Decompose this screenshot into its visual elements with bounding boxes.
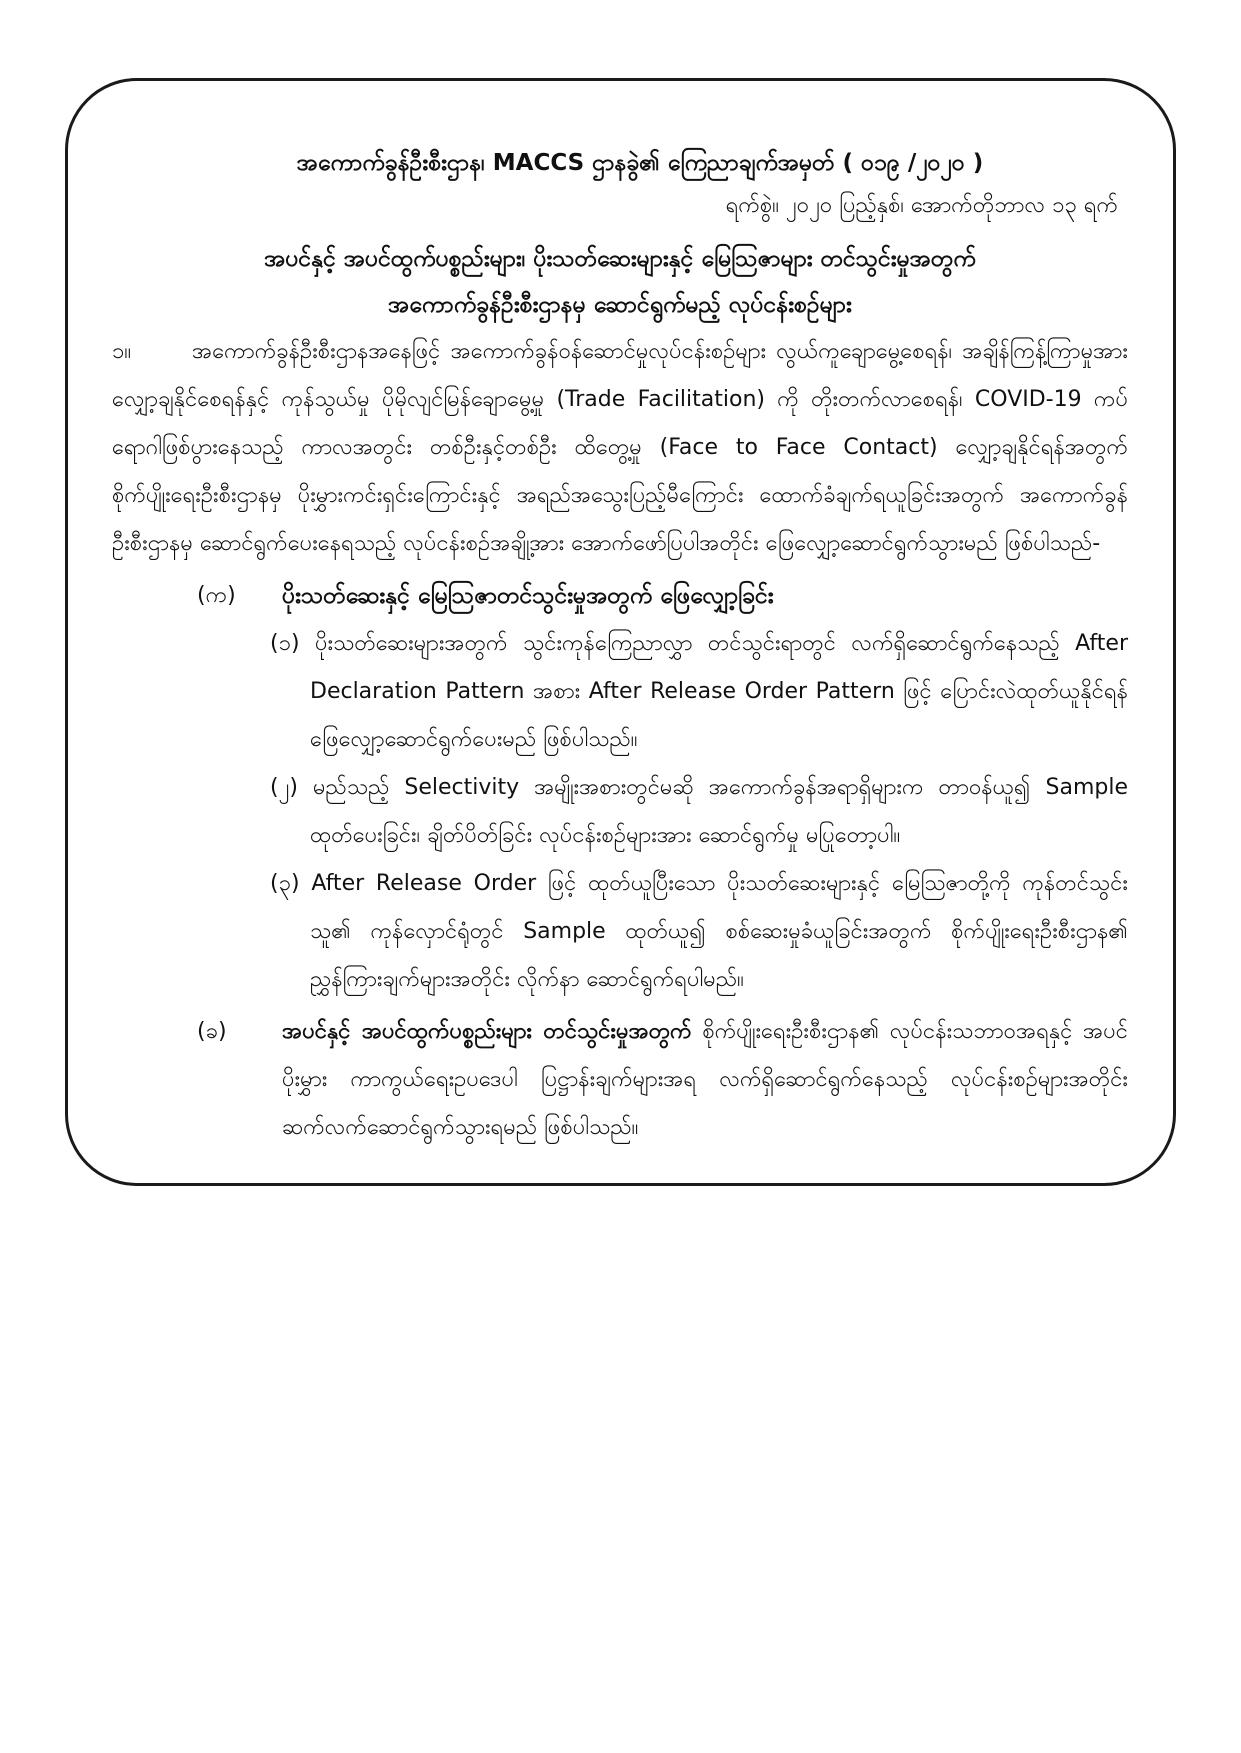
section-ka-title: ပိုးသတ်ဆေးနှင့် မြေသြဇာတင်သွင်းမှုအတွက် ဖြေလျှော့ခြင်း — [282, 583, 774, 609]
section-ka-label: (က) — [197, 583, 236, 608]
item-text: After Release Order ဖြင့် ထုတ်ယူပြီးသော ပိုးသတ်ဆေးများနှင့် မြေသြဇာတို့ကို ကုန်တင်သွင်းသူ၏ ကုန်လှောင်ရုံတွင် Sample ထုတ်ယူ၍ စစ်ဆေးမှုခံယူခြင်းအတွက် စိုက်ပျိုးရေးဦးစီးဌာန၏ ညွှန်ကြားချက်များအတိုင်း လိုက်နာ ဆောင်ရွက်ရပါမည်။ — [310, 871, 1128, 992]
notice-number-line: အကောက်ခွန်ဦးစီးဌာန၊ MACCS ဌာနခွဲ၏ ကြေညာချက်အမှတ် ( ၀၁၉ /၂၀၂၀ ) — [296, 150, 984, 176]
section-ka-item-2 — [270, 764, 1128, 860]
document-body — [112, 140, 1128, 1152]
document-title-line-2: အကောက်ခွန်ဦးစီးဌာနမှ ဆောင်ရွက်မည့် လုပ်ငန်းစဉ်များ — [388, 292, 852, 318]
document-title-line-1: အပင်နှင့် အပင်ထွက်ပစ္စည်းများ၊ ပိုးသတ်ဆေးများနှင့် မြေသြဇာများ တင်သွင်းမှုအတွက် — [264, 246, 976, 272]
section-ka-item-3 — [270, 860, 1128, 1004]
item-text: မည်သည့် Selectivity အမျိုးအစားတွင်မဆို အကောက်ခွန်အရာရှိများက တာဝန်ယူ၍ Sample ထုတ်ပေးခြင်း၊ ချိတ်ပိတ်ခြင်း လုပ်ငန်းစဉ်များအား ဆောင်ရွက်မှု မပြုတော့ပါ။ — [310, 775, 1128, 848]
section-kha-text: စိုက်ပျိုးရေးဦးစီးဌာန၏ လုပ်ငန်းသဘာဝအရနှင့် အပင်ပိုးမွှား ကာကွယ်ရေးဥပဒေပါ ပြဋ္ဌာန်းချက်များအရ လက်ရှိဆောင်ရွက်နေသည့် လုပ်ငန်းစဉ်များအတိုင်း ဆက်လက်ဆောင်ရွက်သွားရမည် ဖြစ်ပါသည်။ — [282, 1019, 1128, 1140]
section-kha-label: (ခ) — [197, 1019, 227, 1044]
item-number: (၂) — [270, 775, 298, 800]
section-kha-heading: အပင်နှင့် အပင်ထွက်ပစ္စည်းများ တင်သွင်းမှုအတွက် — [282, 1019, 692, 1044]
section-ka-item-1 — [270, 620, 1128, 764]
paragraph-1-number: ၁။ — [112, 339, 132, 364]
item-text: ပိုးသတ်ဆေးများအတွက် သွင်းကုန်ကြေညာလွှာ တင်သွင်းရာတွင် လက်ရှိဆောင်ရွက်နေသည့် After Declaration Pattern အစား After Release Order Pattern ဖြင့် ပြောင်းလဲထုတ်ယူနိုင်ရန် ဖြေလျှော့ဆောင်ရွက်ပေးမည် ဖြစ်ပါသည်။ — [310, 631, 1128, 752]
item-number: (၁) — [270, 631, 300, 656]
item-number: (၃) — [270, 871, 300, 896]
date-line: ရက်စွဲ။ ၂၀၂၀ ပြည့်နှစ်၊ အောက်တိုဘာလ ၁၃ ရက် — [725, 193, 1118, 218]
paragraph-1 — [112, 328, 1128, 568]
section-ka-heading — [112, 572, 1128, 620]
paragraph-1-text: အကောက်ခွန်ဦးစီးဌာနအနေဖြင့် အကောက်ခွန်ဝန်ဆောင်မှုလုပ်ငန်းစဉ်များ လွယ်ကူချောမွေ့စေရန်၊ အချိန်ကြန့်ကြာမှုအားလျှော့ချနိုင်စေရန်နှင့် ကုန်သွယ်မှု ပိုမိုလျင်မြန်ချောမွေ့မှု (Trade Facilitation) ကို တိုးတက်လာစေရန်၊ COVID-19 ကပ်ရောဂါဖြစ်ပွားနေသည့် ကာလအတွင်း တစ်ဦးနှင့်တစ်ဦး ထိတွေ့မှု (Face to Face Contact) လျှော့ချနိုင်ရန်အတွက် စိုက်ပျိုးရေးဦးစီးဌာနမှ ပိုးမွှားကင်းရှင်းကြောင်းနှင့် အရည်အသွေးပြည့်မီကြောင်း ထောက်ခံချက်ရယူခြင်းအတွက် အကောက်ခွန်ဦးစီးဌာနမှ ဆောင်ရွက်ပေးနေရသည့် လုပ်ငန်းစဉ်အချို့အား အောက်ဖော်ပြပါအတိုင်း ဖြေလျှော့ဆောင်ရွက်သွားမည် ဖြစ်ပါသည်- — [112, 339, 1128, 556]
section-kha-body — [282, 1008, 1128, 1152]
section-kha — [112, 1008, 1128, 1152]
